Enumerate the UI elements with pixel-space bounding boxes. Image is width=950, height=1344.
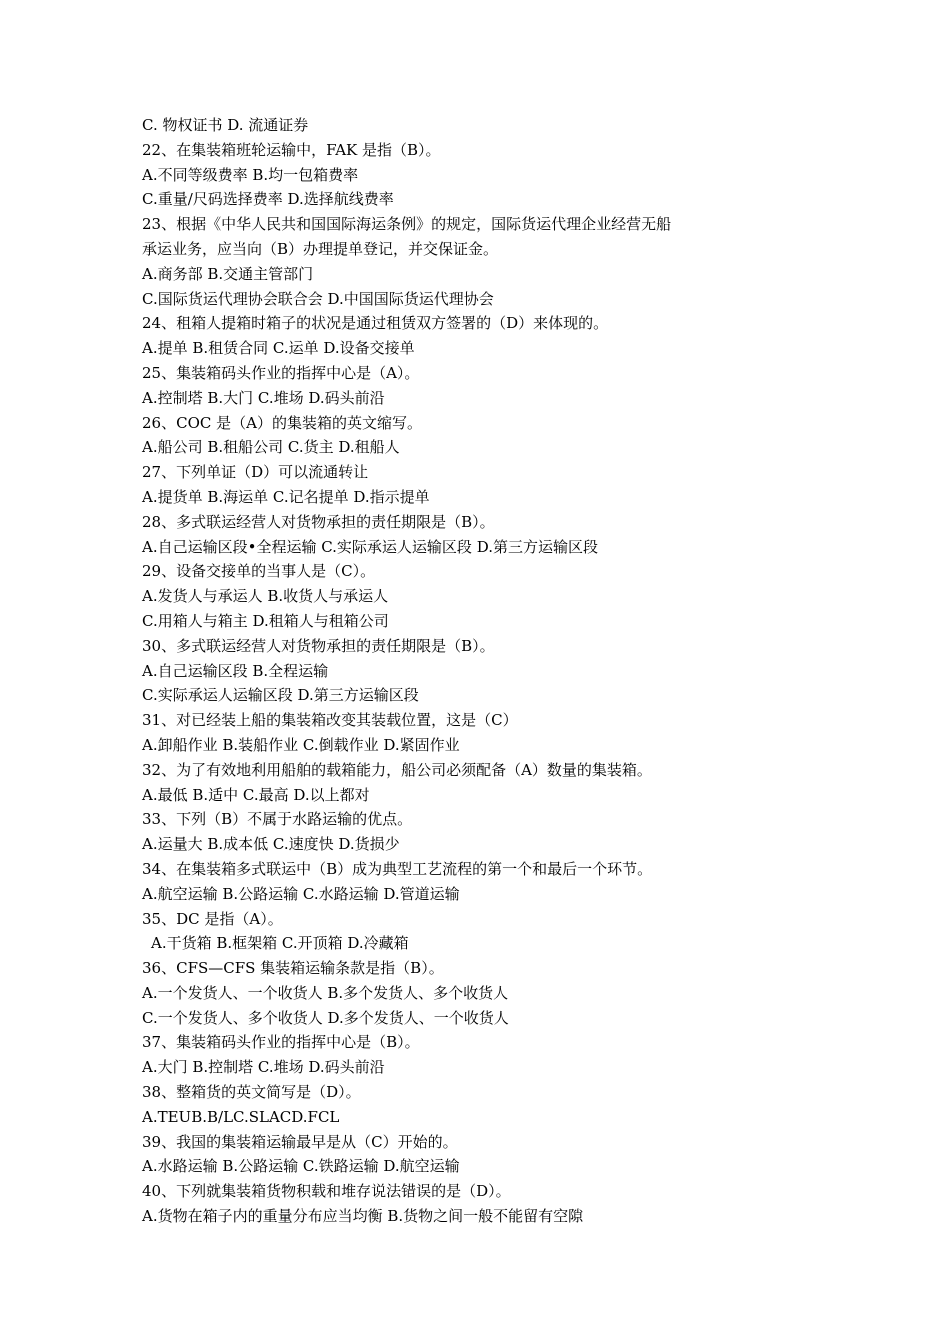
question-list <box>142 113 782 1229</box>
options-line: A.卸船作业 B.装船作业 C.倒载作业 D.紧固作业 <box>142 735 460 754</box>
options-line: A.船公司 B.租船公司 C.货主 D.租船人 <box>142 438 400 457</box>
question-23-continued: 承运业务，应当向（B）办理提单登记，并交保证金。 <box>142 239 499 258</box>
options-line: C.国际货运代理协会联合会 D.中国国际货运代理协会 <box>142 289 494 308</box>
options-line: A.干货箱 B.框架箱 C.开顶箱 D.冷藏箱 <box>151 934 409 953</box>
question-27: 27、下列单证（D）可以流通转让 <box>142 463 369 482</box>
options-line: A.最低 B.适中 C.最高 D.以上都对 <box>142 785 370 804</box>
question-40: 40、下列就集装箱货物积载和堆存说法错误的是（D）。 <box>142 1182 511 1201</box>
options-line: A.一个发货人、一个收货人 B.多个发货人、多个收货人 <box>142 983 509 1002</box>
question-33: 33、下列（B）不属于水路运输的优点。 <box>142 810 413 829</box>
options-line: A.TEUB.B/LC.SLACD.FCL <box>142 1107 340 1126</box>
question-24: 24、租箱人提箱时箱子的状况是通过租赁双方签署的（D）来体现的。 <box>142 314 609 333</box>
question-37: 37、集装箱码头作业的指挥中心是（B）。 <box>142 1033 420 1052</box>
options-line: A.提单 B.租赁合同 C.运单 D.设备交接单 <box>142 339 415 358</box>
options-line: A.不同等级费率 B.均一包箱费率 <box>142 165 359 184</box>
options-line: A.运量大 B.成本低 C.速度快 D.货损少 <box>142 835 400 854</box>
options-line: A.航空运输 B.公路运输 C.水路运输 D.管道运输 <box>142 884 460 903</box>
question-34: 34、在集装箱多式联运中（B）成为典型工艺流程的第一个和最后一个环节。 <box>142 859 653 878</box>
options-line: A.控制塔 B.大门 C.堆场 D.码头前沿 <box>142 388 385 407</box>
options-line: A.货物在箱子内的重量分布应当均衡 B.货物之间一般不能留有空隙 <box>142 1207 584 1226</box>
options-line: A.发货人与承运人 B.收货人与承运人 <box>142 587 389 606</box>
question-25: 25、集装箱码头作业的指挥中心是（A）。 <box>142 363 420 382</box>
options-line: A.自己运输区段•全程运输 C.实际承运人运输区段 D.第三方运输区段 <box>142 537 598 556</box>
options-line: A.商务部 B.交通主管部门 <box>142 264 314 283</box>
question-29: 29、设备交接单的当事人是（C）。 <box>142 562 376 581</box>
text-line: C. 物权证书 D. 流通证券 <box>142 116 309 134</box>
options-line: A.水路运输 B.公路运输 C.铁路运输 D.航空运输 <box>142 1157 460 1176</box>
options-line: C.重量/尺码选择费率 D.选择航线费率 <box>142 190 394 209</box>
question-26: 26、COC 是（A）的集装箱的英文缩写。 <box>142 413 422 432</box>
question-31: 31、对已经装上船的集装箱改变其装载位置，这是（C） <box>142 711 518 730</box>
question-22: 22、在集装箱班轮运输中，FAK 是指（B）。 <box>142 140 441 159</box>
options-line: C.一个发货人、多个收货人 D.多个发货人、一个收货人 <box>142 1008 509 1027</box>
question-38: 38、整箱货的英文简写是（D）。 <box>142 1083 361 1102</box>
options-line: A.提货单 B.海运单 C.记名提单 D.指示提单 <box>142 487 430 506</box>
options-line: A.大门 B.控制塔 C.堆场 D.码头前沿 <box>142 1058 385 1077</box>
question-28: 28、多式联运经营人对货物承担的责任期限是（B）。 <box>142 512 495 531</box>
options-line: A.自己运输区段 B.全程运输 <box>142 661 329 680</box>
question-30: 30、多式联运经营人对货物承担的责任期限是（B）。 <box>142 636 495 655</box>
options-line: C.实际承运人运输区段 D.第三方运输区段 <box>142 686 419 705</box>
question-36: 36、CFS—CFS 集装箱运输条款是指（B）。 <box>142 959 444 978</box>
options-line: C.用箱人与箱主 D.租箱人与租箱公司 <box>142 611 389 630</box>
question-39: 39、我国的集装箱运输最早是从（C）开始的。 <box>142 1132 458 1151</box>
question-35: 35、DC 是指（A）。 <box>142 909 283 928</box>
question-32: 32、为了有效地利用船舶的载箱能力，船公司必须配备（A）数量的集装箱。 <box>142 760 652 779</box>
question-23: 23、根据《中华人民共和国国际海运条例》的规定，国际货运代理企业经营无船 <box>142 215 672 234</box>
